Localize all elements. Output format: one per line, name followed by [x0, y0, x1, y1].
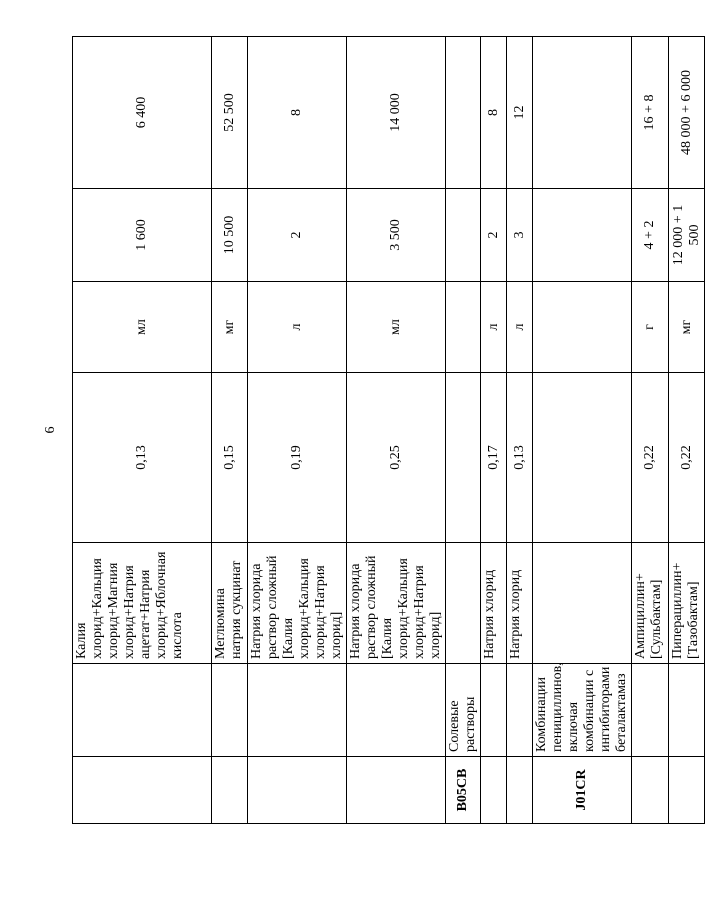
unit-cell: л [248, 282, 347, 373]
table-row [507, 37, 533, 824]
atc-code-cell [347, 757, 446, 824]
drug-name-cell: Натрия хлорид [481, 543, 507, 664]
coefficient-cell: 0,15 [212, 373, 248, 543]
atc-code-cell [669, 757, 705, 824]
coefficient-cell [533, 373, 632, 543]
rotated-table-region [72, 37, 702, 824]
drug-table [72, 36, 705, 824]
group-cell [669, 664, 705, 757]
atc-code-cell [481, 757, 507, 824]
group-cell: Солевые растворы [446, 664, 481, 757]
unit-cell: мл [347, 282, 446, 373]
group-cell: Комбинации пенициллинов, включая комбинации с ингибиторами беталактамаз [533, 664, 632, 757]
page-number: 6 [43, 426, 58, 434]
drug-name-cell: Натрия хлорида раствор сложный [Калия хлорид+Кальция хлорид+Натрия хлорид] [347, 543, 446, 664]
coefficient-cell: 0,22 [632, 373, 669, 543]
group-cell [347, 664, 446, 757]
unit-cell [446, 282, 481, 373]
table-row [73, 37, 212, 824]
drug-name-cell: Натрия хлорид [507, 543, 533, 664]
group-cell [248, 664, 347, 757]
atc-code-cell [212, 757, 248, 824]
coefficient-cell: 0,13 [507, 373, 533, 543]
drug-name-cell: Меглюмина натрия сукцинат [212, 543, 248, 664]
drug-name-cell: Пиперациллин+ [Тазобактам] [669, 543, 705, 664]
atc-code-cell [248, 757, 347, 824]
course-dose-cell [533, 37, 632, 189]
dose-cell [446, 189, 481, 282]
table-row [347, 37, 446, 824]
unit-cell: мл [73, 282, 212, 373]
table-row [632, 37, 669, 824]
course-dose-cell: 14 000 [347, 37, 446, 189]
drug-name-cell: Ампициллин+ [Сульбактам] [632, 543, 669, 664]
atc-code-cell [73, 757, 212, 824]
dose-cell: 12 000 + 1 500 [669, 189, 705, 282]
course-dose-cell: 8 [248, 37, 347, 189]
unit-cell: г [632, 282, 669, 373]
group-cell [481, 664, 507, 757]
course-dose-cell: 48 000 + 6 000 [669, 37, 705, 189]
table-row [481, 37, 507, 824]
atc-code-cell: J01CR [533, 757, 632, 824]
drug-name-cell [446, 543, 481, 664]
table-row [533, 37, 632, 824]
coefficient-cell: 0,22 [669, 373, 705, 543]
course-dose-cell: 12 [507, 37, 533, 189]
table-row [212, 37, 248, 824]
unit-cell: мг [669, 282, 705, 373]
dose-cell: 2 [481, 189, 507, 282]
group-cell [73, 664, 212, 757]
coefficient-cell: 0,19 [248, 373, 347, 543]
dose-cell [533, 189, 632, 282]
group-cell [507, 664, 533, 757]
course-dose-cell: 52 500 [212, 37, 248, 189]
course-dose-cell: 8 [481, 37, 507, 189]
table-row [669, 37, 705, 824]
unit-cell: л [481, 282, 507, 373]
course-dose-cell [446, 37, 481, 189]
dose-cell: 4 + 2 [632, 189, 669, 282]
coefficient-cell: 0,17 [481, 373, 507, 543]
dose-cell: 3 [507, 189, 533, 282]
unit-cell [533, 282, 632, 373]
drug-name-cell [533, 543, 632, 664]
group-cell [632, 664, 669, 757]
drug-name-cell: Калия хлорид+Кальция хлорид+Магния хлорид+Натрия ацетат+Натрия хлорид+Яблочная кислота [73, 543, 212, 664]
dose-cell: 3 500 [347, 189, 446, 282]
atc-code-cell [632, 757, 669, 824]
table-row [248, 37, 347, 824]
unit-cell: л [507, 282, 533, 373]
coefficient-cell: 0,25 [347, 373, 446, 543]
course-dose-cell: 16 + 8 [632, 37, 669, 189]
course-dose-cell: 6 400 [73, 37, 212, 189]
group-cell [212, 664, 248, 757]
atc-code-cell [507, 757, 533, 824]
dose-cell: 10 500 [212, 189, 248, 282]
coefficient-cell: 0,13 [73, 373, 212, 543]
table-row [446, 37, 481, 824]
dose-cell: 2 [248, 189, 347, 282]
coefficient-cell [446, 373, 481, 543]
unit-cell: мг [212, 282, 248, 373]
drug-name-cell: Натрия хлорида раствор сложный [Калия хлорид+Кальция хлорид+Натрия хлорид] [248, 543, 347, 664]
dose-cell: 1 600 [73, 189, 212, 282]
atc-code-cell: B05CB [446, 757, 481, 824]
